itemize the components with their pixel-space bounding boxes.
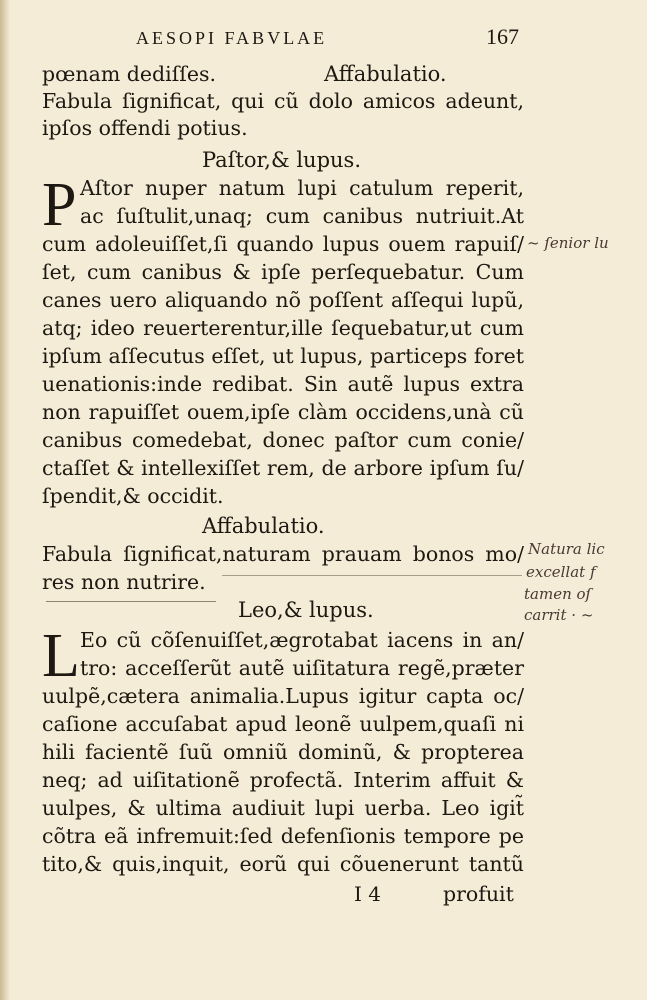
fable1-line-4: ſet, cum canibus & ipſe perſequebatur. Cum (42, 260, 524, 284)
running-title: AESOPI FABVLAE (136, 28, 328, 48)
fable1-line-2: ac ſuſtulit,unaq; cum canibus nutriuit.At (80, 204, 524, 228)
fable1-line-1: Aſtor nuper natum lupi catulum reperit, (80, 176, 524, 200)
fable1-title: Paſtor,& lupus. (202, 148, 361, 172)
fable1-dropcap: P (42, 171, 77, 239)
fable2-line-3: uulpẽ,cætera animalia.Lupus igitur capta oc/ (42, 684, 524, 708)
fable2-line-6: neq; ad uiſitationẽ profectã. Interim affuit & (42, 768, 524, 792)
signature-mark: I 4 (354, 882, 381, 906)
fable2-line-2: tro: acceſſerũt autẽ uiſitatura regẽ,præter (80, 656, 524, 680)
page-number: 167 (486, 24, 519, 49)
top-line-3: ipſos offendi potius. (42, 116, 248, 140)
fable1-line-3: cum adoleuiſſet,ſi quando lupus ouem rapuiſ/ (42, 232, 524, 256)
fable2-line-8: cõtra eã infremuit:ſed defenſionis tempore pe (42, 824, 524, 848)
fable2-line-1: Eo cũ cõſenuiſſet,ægrotabat iacens in an/ (80, 628, 524, 652)
top-line-2: Fabula ſignificat, qui cũ dolo amicos adeunt, (42, 89, 524, 113)
fable1-moral-line-2: res non nutrire. (42, 570, 206, 594)
fable1-line-9: non rapuiſſet ouem,ipſe clàm occidens,unà cũ (42, 400, 524, 424)
fable1-moral-heading: Affabulatio. (202, 514, 325, 538)
fable1-line-11: ctaſſet & intellexiſſet rem, de arbore ipſum ſu/ (42, 456, 524, 480)
margin-note-2-line-1: Natura lic (528, 540, 605, 558)
fable2-line-5: hili facientẽ ſuũ omniũ dominũ, & propterea (42, 740, 524, 764)
catchword: profuit (443, 882, 514, 906)
pen-stroke-underline (222, 575, 522, 576)
fable1-line-12: ſpendit,& occidit. (42, 484, 224, 508)
margin-note-2-line-4: carrit · ~ (524, 606, 594, 624)
fable1-line-10: canibus comedebat, donec paſtor cum conie/ (42, 428, 524, 452)
fable1-line-8: uenationis:inde redibat. Sin autẽ lupus extra (42, 372, 524, 396)
fable1-moral-line-1: Fabula ſignificat,naturam prauam bonos mo/ (42, 542, 524, 566)
fable2-line-7: uulpes, & ultima audiuit lupi uerba. Leo igit̃ (42, 796, 524, 820)
top-moral-heading: Affabulatio. (324, 62, 447, 86)
fable2-title: Leo,& lupus. (238, 598, 374, 622)
fable2-line-9: tito,& quis,inquit, eorũ qui cõuenerunt tantũ (42, 852, 524, 876)
top-line-1-left: pœnam dediſſes. (42, 62, 217, 86)
pen-stroke-rule (46, 601, 216, 602)
margin-note-1: ~ ſenior lu (527, 234, 609, 252)
top-line-1 (42, 62, 524, 86)
fable1-line-6: atq; ideo reuerterentur,ille ſequebatur,ut cum (42, 316, 524, 340)
margin-note-2-line-2: excellat f (526, 563, 596, 581)
fable1-line-5: canes uero aliquando nõ poſſent aſſequi lupũ, (42, 288, 524, 312)
fable2-line-4: caſione accuſabat apud leonẽ uulpem,quaſi ni (42, 712, 524, 736)
fable2-dropcap: L (42, 622, 80, 690)
page-gutter-shadow (0, 0, 10, 1000)
fable1-line-7: ipſum aſſecutus eſſet, ut lupus, particeps foret (42, 344, 524, 368)
margin-note-2-line-3: tamen oſ (524, 585, 592, 603)
